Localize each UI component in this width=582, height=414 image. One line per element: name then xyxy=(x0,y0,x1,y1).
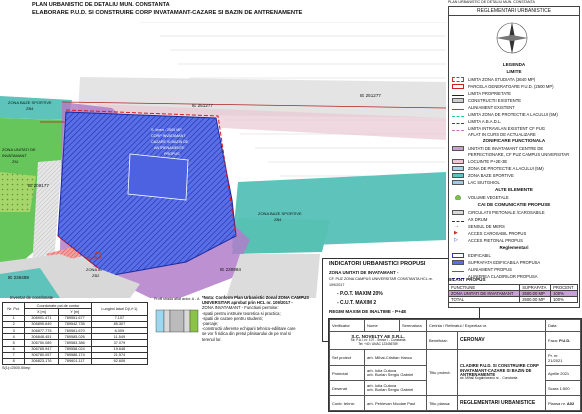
label-sport-zone-2: ZONA BAZE SPORTIVE xyxy=(258,211,302,216)
note-line-1: UNIVERSITAR aprobat prin HCL nr. 109/2017 - xyxy=(202,300,293,306)
bilant-r2c1: TOTAL xyxy=(449,296,520,302)
tb-proiectat-nume: arh. Iulia Cutova xyxy=(367,368,397,374)
tb-desenat: Desenat xyxy=(330,381,365,396)
legend-row-zon-1: PERFECTIONARE, CF PUZ CAMPUS UNIVERSITAR xyxy=(468,151,570,157)
tb-titlu3: ANTRENAMENTE xyxy=(460,371,496,377)
tb-data-v: Aprilie 2021 xyxy=(546,366,581,381)
label-zone-inv: ZONA UNITATI DE xyxy=(2,147,36,152)
legend-row-limite-4: ALINIAMENT EXISTENT xyxy=(452,105,576,111)
legend-row-regl-0: EDIFICABIL xyxy=(452,253,576,259)
coords-cell: 62.606 xyxy=(91,358,147,364)
coords-cell: 789585.026 xyxy=(58,334,91,340)
legend-title: REGLEMENTARI URBANISTICE xyxy=(449,7,579,16)
coords-cell: 8 xyxy=(3,358,25,364)
coords-cell: 306895.649 xyxy=(25,321,58,327)
tb-plansa: REGLEMENTARI URBANISTICE xyxy=(458,396,546,411)
legend-row-cai-1: AX DRUM xyxy=(452,217,576,223)
indicators-line1: CF. PUZ ZONA CAMPUS UNIVERSITAR CONSTANTA HCL nr. xyxy=(329,277,433,281)
label-building-1: S. teren : 2500 MP xyxy=(151,128,182,132)
tb-urb2: urb. Burlan Sergiu Gabriel xyxy=(367,387,414,393)
coords-title: Inventar de coordonate xyxy=(10,295,54,300)
tb-titlu2: INVATAMANT-CAZARE SI BAZIN DE xyxy=(460,367,532,373)
coords-cell: 789601.117 xyxy=(58,358,91,364)
coords-cell: 19.648 xyxy=(91,346,147,352)
coords-hy: Y [m] xyxy=(58,309,91,315)
legend-row-zon-2: LOCUINTE P+2E-3E xyxy=(452,159,576,165)
legend-row-limite-3: CONSTRUCTII EXISTENTE xyxy=(452,98,576,104)
building-footprint xyxy=(128,154,188,200)
indicators-sub: ZONA UNITATI DE INVATAMANT - xyxy=(329,270,399,275)
legend-alte-header: ALTE ELEMENTE xyxy=(495,187,533,192)
coords-cell: 789583.386 xyxy=(58,340,91,346)
label-ie-209177: IE 209177 xyxy=(28,183,49,188)
coords-cell: 1 xyxy=(3,315,25,321)
drawing-topnote: PLAN URBANISTIC DE DETALIU MUN. CONSTANTA xyxy=(448,0,535,4)
coords-cell: 6.009 xyxy=(91,327,147,333)
tb-adresa: str. Mihail Kogalniceanu nr. - Constanta xyxy=(460,376,518,381)
coords-hx: X [m] xyxy=(25,309,58,315)
coords-cell: 85.307 xyxy=(91,321,147,327)
bilant-total-row xyxy=(449,296,578,302)
coords-cell: 6 xyxy=(3,346,25,352)
bilant-table xyxy=(448,278,578,310)
indicators-line2: 109/2017 xyxy=(329,283,345,287)
coords-cell: 789586.174 xyxy=(58,352,91,358)
legend-cai-header: CAI DE COMUNICATIE PROPUSE xyxy=(477,202,551,207)
coords-cell: 5 xyxy=(3,340,25,346)
coords-footer: S(1)=2500.00mp xyxy=(2,366,31,371)
label-ie-236489: IE 236489 xyxy=(8,275,29,280)
coords-cell: 789558.024 xyxy=(58,346,91,352)
label-ie-251277: IE 251277 xyxy=(192,103,213,108)
legend-regl-header: Reglementari xyxy=(499,245,529,250)
tb-plansa-lbl: Titlu plansa: xyxy=(427,396,458,411)
coords-cell: 789542.735 xyxy=(58,321,91,327)
title-block xyxy=(328,318,582,412)
legend-legenda: LEGENDA xyxy=(502,62,526,67)
legend-row-limite-5: LIMITA ZONA DE PROTECTIE A LACULUI (5M) xyxy=(452,112,576,118)
bilant-h1: FUNCTIUNE xyxy=(449,284,520,290)
tb-verificator: Verificator xyxy=(330,320,365,332)
tb-firma: S.C. NOVELTY AE S.R.L. xyxy=(351,333,405,339)
bilant-r1c1: ZONA UNITATI DE INVATAMANT xyxy=(449,290,520,296)
legend-row-limite-7: LIMITA INTRAVILAN EXISTENT CF PUG xyxy=(452,126,576,132)
tb-titlu-lbl: Titlu proiect: xyxy=(427,349,458,395)
tb-scara-v: 1:500 xyxy=(559,385,570,391)
profile-title: Profil strada aflat actor: A - A xyxy=(154,297,200,301)
indicators-pot: - P.O.T. MAXIM 20% xyxy=(337,291,383,297)
tb-desenat-nume: arh. Iulia Cutova xyxy=(367,383,397,389)
note-line-3: -spatii pentru instruire teoretica si practica; xyxy=(202,310,281,316)
tb-nume: Nume xyxy=(365,320,400,332)
site-plan-svg xyxy=(0,22,446,298)
tb-beneficiar-lbl: Beneficiar: xyxy=(427,331,458,349)
tb-firma-addr2: Tel: +40 / ANAC 123456789 xyxy=(358,341,398,346)
tb-titlu: CLADIRE P.U.D. SI CONSTRUIRE CORP xyxy=(460,363,539,369)
site-plan-map[interactable] xyxy=(0,22,446,298)
legend-limite-header: LIMITE xyxy=(506,69,522,74)
coords-h3: Lungimi laturi D(i,i+1) xyxy=(91,303,147,315)
tb-pr-v: 21/2021 xyxy=(548,357,563,363)
label-building-5: PROPUS xyxy=(164,152,180,156)
label-zone-ib: ZONA IB xyxy=(86,267,102,272)
legend-row-limite-8: AFLAT IN CURS DE ACTUALIZARE xyxy=(468,131,536,137)
pedestrian-access-icon: ▷ xyxy=(454,237,458,243)
tb-contr: Contr. tehnic xyxy=(330,396,365,411)
bilant-r1c3: 100% xyxy=(551,290,578,296)
coords-cell: 11.549 xyxy=(91,334,147,340)
indicators-regim: REGIM MAXIM DE INALTIME - P+4E xyxy=(329,309,407,314)
tb-cerinta-h: Cerinta / Referatul / Expertiza nr. xyxy=(427,320,546,332)
label-sport-zone-1b: ZB4 xyxy=(26,106,34,111)
coordinates-inventory xyxy=(2,296,150,404)
label-ie-230984: IE 230984 xyxy=(220,267,241,272)
tb-plansa-v: A02 xyxy=(566,400,575,406)
coords-cell: 7 xyxy=(3,352,25,358)
north-arrow-icon xyxy=(493,19,531,57)
legend-row-cai-2: → SENSUL DE MERS xyxy=(454,223,505,229)
profile-drawing xyxy=(154,302,200,342)
label-sport-zone-1: ZONA BAZE SPORTIVE xyxy=(8,100,52,105)
coords-cell: 306823.176 xyxy=(25,358,58,364)
coords-cell: 21.574 xyxy=(91,352,147,358)
legend-row-limite-0: LIMITA ZONA STUDIATA (3640 MP) xyxy=(452,77,576,83)
bilant-r1c2: 2500.00 MP xyxy=(520,290,551,296)
note-line-2: ZONA INVATAMANT - Functiuni permise: xyxy=(202,305,279,311)
legend-row-zon-3: ZONA DE PROTECTIE A LACULUI (5M) xyxy=(452,166,576,172)
coords-cell: 7.107 xyxy=(91,315,147,321)
tb-proiectat: Proiectat xyxy=(330,366,365,381)
bilant-row xyxy=(449,290,578,296)
tb-faza-v: P.U.D. xyxy=(559,337,571,343)
tb-semnatura: Semnatura xyxy=(400,320,427,332)
coords-cell: 37.079 xyxy=(91,340,147,346)
drawing-header xyxy=(0,0,440,24)
legend-row-limite-1: PARCELA GENERATOARE P.U.D. (2500 MP) xyxy=(452,84,576,90)
coords-cell: 306848.451 xyxy=(25,334,58,340)
tb-pr-nr: Pr. nr. xyxy=(548,352,559,358)
tb-data-h: Data xyxy=(546,320,581,332)
note-line-5: -parcaje; xyxy=(202,321,219,327)
coords-h1: Nr. Pct. xyxy=(3,303,25,315)
street-profile xyxy=(154,298,200,344)
bilant-h2: SUPRAFATA xyxy=(520,284,551,290)
note-line-8: terenul lor. xyxy=(202,336,222,342)
tb-sef: Sef proiect xyxy=(330,349,365,365)
tb-contr-nume: arh. Pehlevan Nicolae Paul xyxy=(365,396,427,411)
label-sport-zone-2b: ZB4 xyxy=(274,217,282,222)
label-zone-inv3: ZIU xyxy=(12,159,19,164)
legend-row-zon-5: LAC SIUTGHIOL xyxy=(452,180,576,186)
label-building-3: CAZARE SI BAZIN DE xyxy=(151,140,189,144)
label-building-4: ANTRENAMENTE xyxy=(154,146,185,150)
legend-panel xyxy=(448,6,580,308)
notes-block xyxy=(202,296,328,366)
coords-cell: 306901.471 xyxy=(25,315,58,321)
legend-row-limite-2: LIMITA PROPRIETATE xyxy=(452,91,576,97)
legend-row-cai-3: ▶ ACCES CAROSABIL PROPUS xyxy=(454,230,527,236)
arrow-right-icon: → xyxy=(454,223,459,229)
legend-row-zon-4: ZONA BAZE SPORTIVE xyxy=(452,173,576,179)
bilant-r2c3: 100% xyxy=(551,296,578,302)
coords-cell: 306750.089 xyxy=(25,340,58,346)
tree-icon xyxy=(452,195,464,200)
coords-cell: 306765.947 xyxy=(25,346,58,352)
coords-cell: 4 xyxy=(3,334,25,340)
drawing-title-line2: ELABORARE P.U.D. SI CONSTRUIRE CORP INVATAMANT-CAZARE SI BAZIN DE ANTRENAMENTE xyxy=(32,10,303,16)
tb-sef-nume: arh. Mihai-Cristian Hancu xyxy=(365,349,427,365)
label-zone-ib2: ZB2 xyxy=(92,273,100,278)
coords-cell: 789551.677 xyxy=(58,315,91,321)
note-line-0: *Nota: Conform Plan Urbanistic Zonal ZONA CAMPUS xyxy=(202,295,310,300)
label-ie-251277-b: IE 251277 xyxy=(360,93,381,98)
bilant-r2c2: 2500.00 MP xyxy=(520,296,551,302)
coords-cell: 789561.670 xyxy=(58,327,91,333)
legend-row-cai-0: CIRCULATII PIETONALE /CAROSABILE xyxy=(452,210,576,216)
tb-scara: Scara xyxy=(548,385,559,391)
bilant-title: BILANT PROPUS xyxy=(448,277,486,282)
legend-row-regl-2: ALINIAMENT PROPUS xyxy=(452,267,576,273)
legend-row-limite-6: LIMITA A.B.A.D.L. xyxy=(452,119,576,125)
legend-zonificare-header: ZONIFICARE FUNCTIONALA xyxy=(482,138,546,143)
coords-cell: 306780.057 xyxy=(25,352,58,358)
tb-faza: Faza: xyxy=(548,337,559,343)
tb-firma-addr: Str. P.A.I. nr. 107 - Sector I - Constanta xyxy=(350,338,406,343)
bilant-h3: PROCENT xyxy=(551,284,578,290)
note-line-6: -constructii aferente echiparii tehnico-edilitare care xyxy=(202,326,296,332)
tb-urb: urb. Burlan Sergiu Gabriel xyxy=(367,372,414,378)
legend-row-zon-0: UNITATI DE INVATAMANT CENTRE DE xyxy=(452,146,576,152)
drawing-title-line1: PLAN URBANISTIC DE DETALIU MUN. CONSTANTA xyxy=(32,2,170,8)
indicators-title: INDICATORI URBANISTICI PROPUSI xyxy=(329,261,426,267)
label-building-2: CORP INVATAMANT xyxy=(151,134,186,138)
legend-row-cai-4: ▷ ACCES PIETONAL PROPUS xyxy=(454,237,523,243)
note-line-7: se vor fi ridica din pretul plinisarului de pe mal si xyxy=(202,331,291,337)
tb-plansa-nr: Plansa nr. xyxy=(548,400,566,406)
legend-row-alte-0: VOLUME VEGETALE xyxy=(452,195,576,201)
indicators-cut: - C.U.T. MAXIM 2 xyxy=(337,300,377,306)
coords-h2: Coordonate pct.de contur xyxy=(25,303,92,309)
car-access-icon: ▶ xyxy=(454,230,458,236)
tb-beneficiar: CERONAV xyxy=(458,331,546,349)
coords-cell: 3 xyxy=(3,327,25,333)
coords-row xyxy=(3,358,148,364)
note-line-4: -spatii de cazare pentru studenti; xyxy=(202,315,263,321)
coords-cell: 306877.775 xyxy=(25,327,58,333)
coords-table xyxy=(2,302,148,365)
coords-cell: 2 xyxy=(3,321,25,327)
legend-row-regl-1: SUPRAFATA EDIFICABILA PROPUSA xyxy=(452,260,576,266)
legend-row-regl-3: ALINIEREA CLADIRILOR PROPUSA xyxy=(452,274,576,280)
label-zone-inv2: INVATAMANT xyxy=(2,153,27,158)
